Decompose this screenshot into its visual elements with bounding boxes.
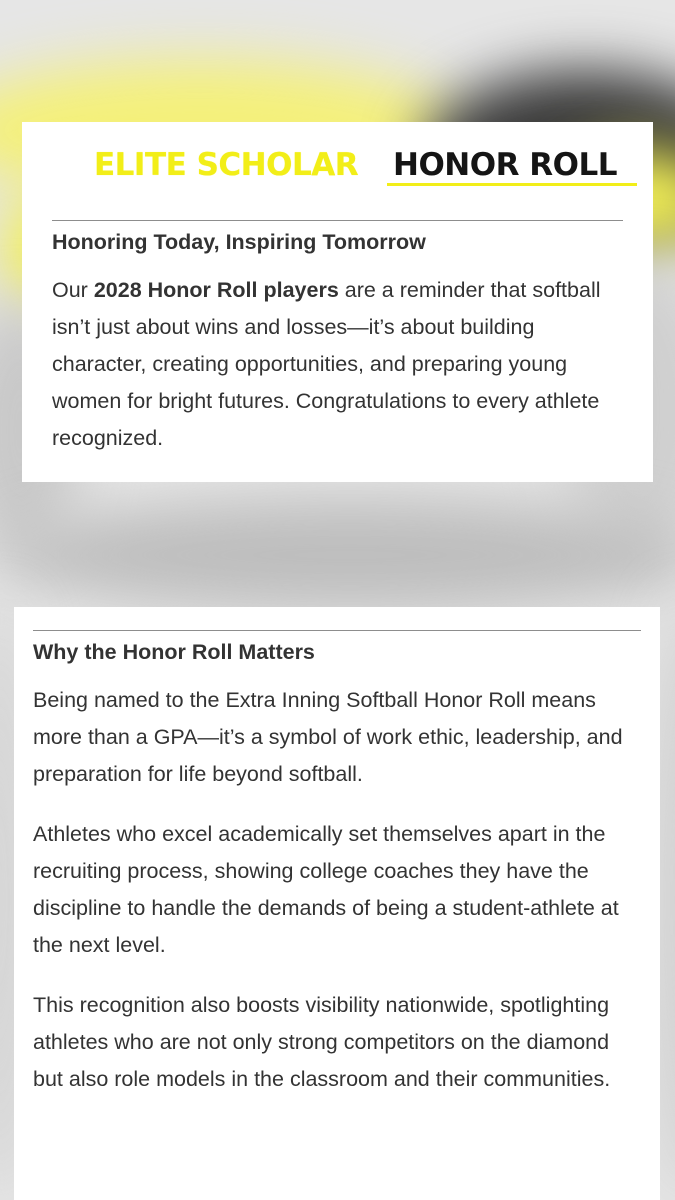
body-paragraph: This recognition also boosts visibility nationwide, spotlighting athletes who are not only strong competitors on the diamond but also role models in the classroom and their communities.	[33, 993, 611, 1091]
intro-paragraph	[52, 272, 623, 457]
banner-honor-roll-text: HONOR ROLL	[393, 147, 617, 183]
elite-scholar-banner	[52, 122, 623, 192]
intro-paragraph-highlight: 2028 Honor Roll players	[93, 278, 339, 302]
honor-roll-intro-card	[22, 122, 653, 482]
banner-underline	[387, 183, 637, 186]
body-paragraph: Athletes who excel academically set themselves apart in the recruiting process, showing college coaches they have the discipline to handle the demands of being a student-athlete at the next level.	[33, 822, 619, 957]
banner-elite-scholar-text: ELITE SCHOLAR	[94, 147, 359, 183]
section-divider	[52, 220, 623, 221]
why-honor-roll-matters-card	[14, 607, 660, 1200]
body-paragraph: Being named to the Extra Inning Softball Honor Roll means more than a GPA—it’s a symbol of work ethic, leadership, and preparation for life beyond softball.	[33, 688, 623, 786]
section-divider	[33, 630, 641, 631]
intro-paragraph-rest: are a reminder that softball isn’t just about wins and losses—it’s about building character, creating opportunities, and preparing young women for bright futures. Congratulations to every athlete recognized.	[52, 278, 601, 450]
intro-paragraph-prefix: Our	[52, 278, 94, 302]
section-heading: Honoring Today, Inspiring Tomorrow	[52, 230, 426, 254]
section-heading: Why the Honor Roll Matters	[33, 640, 315, 664]
